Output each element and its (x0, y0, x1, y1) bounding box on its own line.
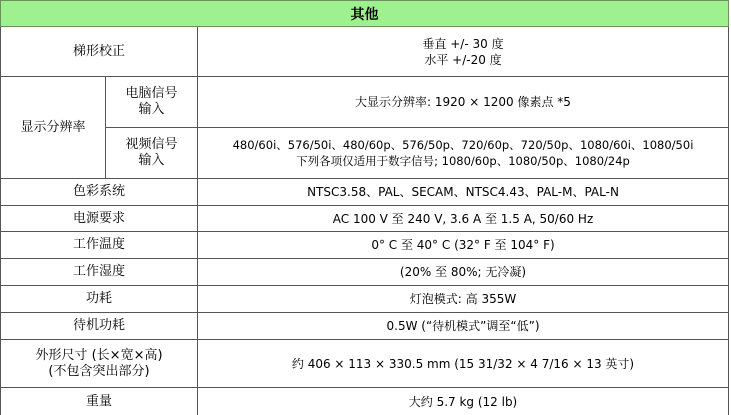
weight-value: 大约 5.7 kg (12 lb) (408, 394, 518, 409)
video-input-label (106, 128, 197, 178)
power-consumption-label: 功耗 (85, 291, 112, 306)
video-input-label-line1: 视频信号 (125, 137, 178, 152)
keystone-value (198, 27, 728, 76)
operating-temperature-value: 0° C 至 40° C (32° F 至 104° F) (371, 238, 555, 252)
pc-input-label-line2: 输入 (138, 102, 165, 117)
power-requirement-label: 电源要求 (72, 210, 125, 226)
video-input-formats: 480/60i、576/50i、480/60p、576/50p、720/60p、720/50p、1080/60i、1080/50i (232, 138, 694, 152)
resolution-group-label: 显示分辨率 (20, 119, 86, 135)
table-header: 其他 (0, 0, 729, 27)
dimensions-label-line2: (不包含突出部分) (48, 363, 150, 379)
video-input-digital-formats: 下列各项仅适用于数字信号; 1080/60p、1080/50p、1080/24p (296, 154, 630, 168)
dimensions-label (1, 340, 197, 387)
dimensions-value: 约 406 × 113 × 330.5 mm (15 31/32 × 4 7/16 × 13 英寸) (291, 356, 635, 371)
keystone-label: 梯形校正 (72, 43, 125, 59)
table-border-right (728, 27, 729, 415)
pc-input-label-line1: 电脑信号 (125, 86, 178, 101)
video-input-label-line2: 输入 (138, 153, 165, 168)
pc-input-label (106, 77, 197, 127)
color-system-label: 色彩系统 (72, 184, 125, 199)
weight-label: 重量 (85, 393, 112, 409)
standby-power-value: 0.5W (“待机模式”调至“低”) (386, 319, 540, 333)
operating-humidity-value: (20% 至 80%; 无冷凝) (399, 265, 527, 279)
video-input-value (198, 128, 728, 178)
operating-humidity-label: 工作湿度 (72, 264, 125, 279)
color-system-value: NTSC3.58、PAL、SECAM、NTSC4.43、PAL-M、PAL-N (307, 185, 619, 199)
keystone-vertical: 垂直 +/- 30 度 (422, 36, 504, 51)
dimensions-label-line1: 外形尺寸 (长×宽×高) (35, 347, 163, 363)
power-requirement-value: AC 100 V 至 240 V, 3.6 A 至 1.5 A, 50/60 Hz (332, 211, 594, 226)
pc-input-value: 大显示分辨率: 1920 × 1200 像素点 *5 (355, 95, 571, 109)
operating-temperature-label: 工作温度 (72, 237, 125, 252)
standby-power-label: 待机功耗 (72, 318, 125, 333)
power-consumption-value: 灯泡模式: 高 355W (409, 292, 517, 306)
keystone-horizontal: 水平 +/-20 度 (424, 52, 502, 67)
